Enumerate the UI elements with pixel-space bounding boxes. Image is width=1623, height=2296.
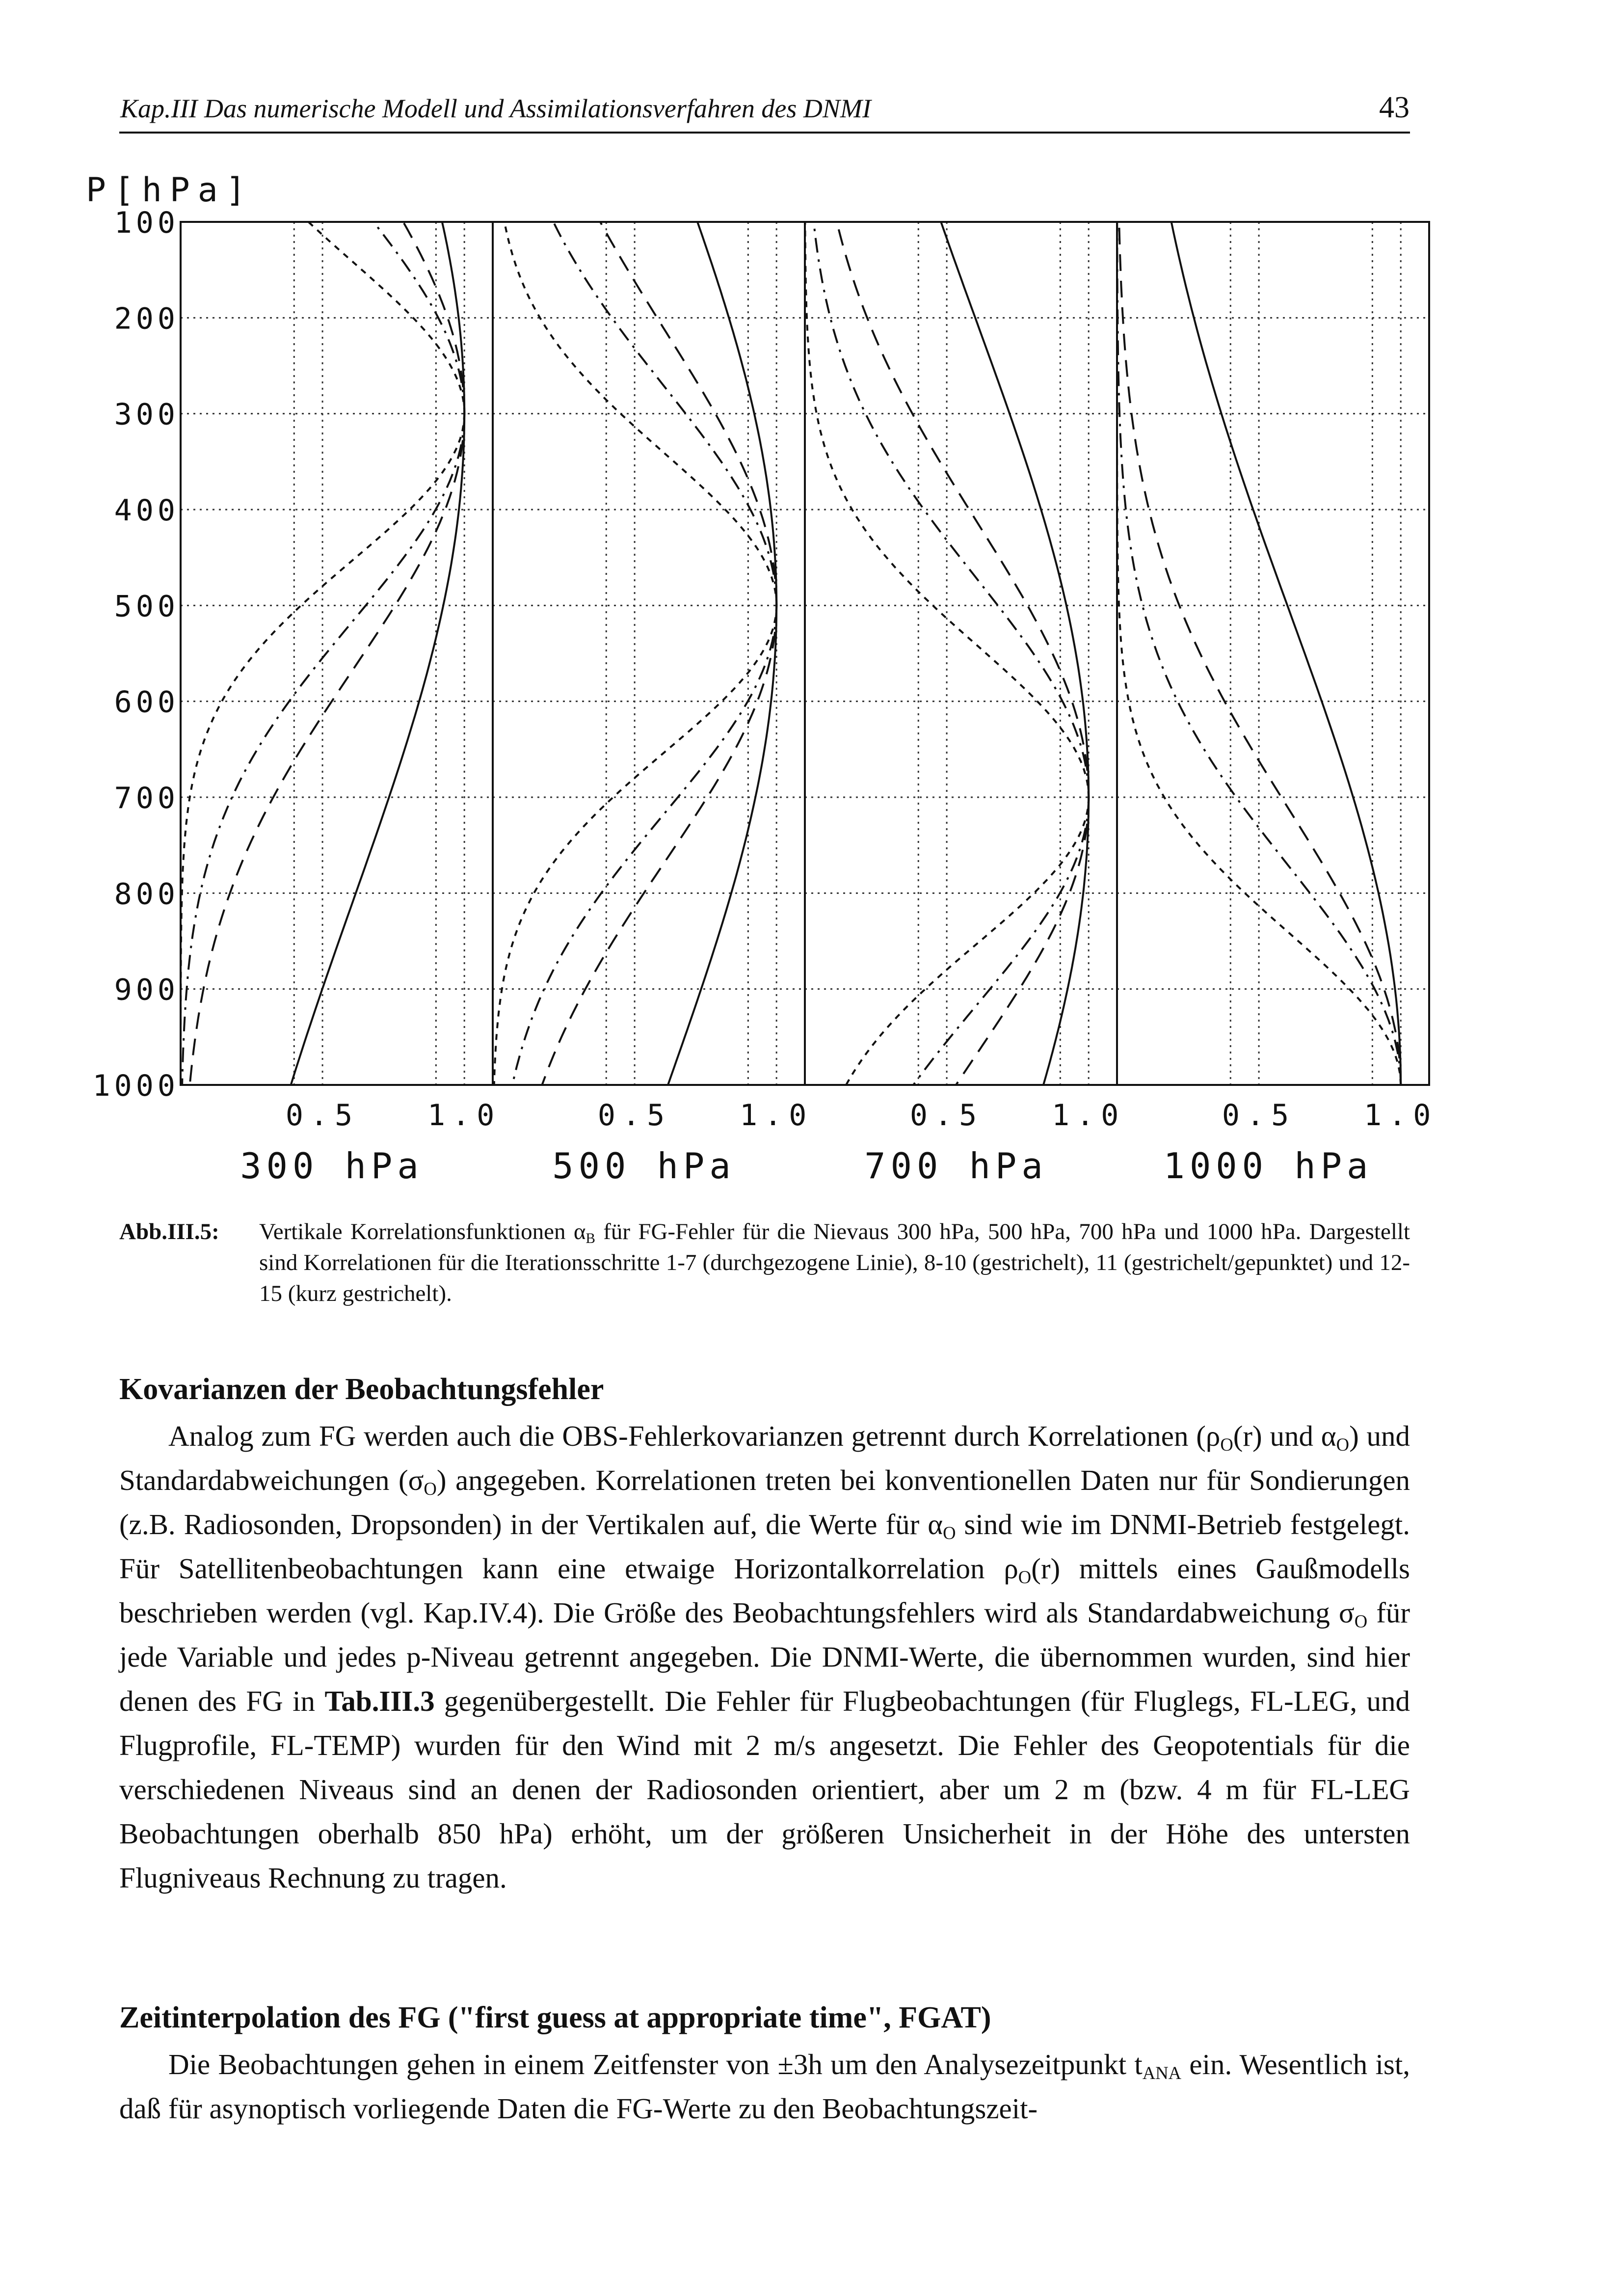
paragraph-fgat: Die Beobachtungen gehen in einem Zeitfenster von ±3h um den Analysezeitpunkt $t_{ANA}$ ein. Wesentlich ist, daß für asynoptisch vorliegende Daten die FG-Werte zu den Beobachtungszeit- — [119, 2048, 1410, 2125]
correlation-curve — [956, 797, 1089, 1085]
y-tick-label: 800 — [114, 877, 179, 912]
correlation-curve — [181, 414, 464, 1085]
table-reference: Tab.III.3 — [324, 1685, 435, 1717]
x-tick-label: 0.5 — [1222, 1098, 1296, 1133]
y-tick-label: 500 — [114, 589, 179, 624]
section-heading-obs-errors: Kovarianzen der Beobachtungsfehler — [119, 1373, 604, 1406]
figure-caption — [119, 1216, 1410, 1309]
page-number: 43 — [1379, 91, 1410, 124]
panel-frame — [181, 222, 493, 1085]
running-header-title: Kap.III Das numerische Modell und Assimilationsverfahren des DNMI — [120, 94, 871, 123]
panel — [493, 222, 813, 1187]
y-tick-label: 400 — [114, 493, 179, 528]
correlation-curve — [291, 414, 465, 1085]
correlation-curve — [542, 605, 777, 1085]
panel-frame — [1117, 222, 1429, 1085]
correlation-curve — [913, 797, 1089, 1085]
correlation-curve — [846, 797, 1089, 1085]
y-axis-label: P[hPa] — [86, 171, 254, 210]
y-tick-label: 200 — [114, 301, 179, 336]
panel-label: 700 hPa — [864, 1145, 1048, 1187]
y-tick-label: 700 — [114, 781, 179, 815]
y-tick-labels — [93, 206, 180, 1103]
correlation-curve — [494, 605, 776, 1085]
panel-frame — [493, 222, 805, 1085]
x-tick-label: 1.0 — [427, 1098, 502, 1133]
y-tick-label: 100 — [114, 206, 179, 240]
y-tick-label: 900 — [114, 972, 179, 1007]
caption-text: Vertikale Korrelationsfunktionen $\alpha_B$ für FG-Fehler für die Nievaus 300 hPa, 500 hPa, 700 hPa und 1000 hPa. Dargestellt sind Korrelationen für die Iterationsschritte 1-7 (durchgezogene Linie), 8-10 (gestrichelt), 11 (gestrichelt/gepunktet) und 12-15 (kurz gestrichelt). — [259, 1219, 1410, 1306]
chart-panels — [181, 222, 1437, 1187]
panel — [1117, 222, 1437, 1187]
x-tick-label: 0.5 — [909, 1098, 984, 1133]
correlation-curve — [190, 414, 465, 1085]
section-heading-fgat: Zeitinterpolation des FG ("first guess at appropriate time", FGAT) — [119, 2001, 991, 2034]
x-tick-label: 0.5 — [597, 1098, 672, 1133]
correlation-curve — [1171, 222, 1401, 1085]
panel-label: 500 hPa — [552, 1145, 736, 1187]
panel — [805, 222, 1125, 1187]
y-tick-label: 1000 — [92, 1069, 179, 1103]
x-tick-label: 1.0 — [1363, 1098, 1438, 1133]
correlation-curve — [837, 222, 1089, 797]
x-tick-label: 1.0 — [1051, 1098, 1126, 1133]
x-tick-label: 0.5 — [285, 1098, 360, 1133]
correlation-curve — [1119, 222, 1401, 1085]
correlation-curve — [512, 605, 776, 1085]
correlation-curve — [442, 222, 464, 414]
paragraph-obs-errors: Analog zum FG werden auch die OBS-Fehlerkovarianzen getrennt durch Korrelationen ($\rho_O(r)$ und $\alpha_O$) und Standardabweichungen $(\sigma_O)$ angegeben. Korrelationen treten bei konventionellen Daten nur für Sondierungen (z.B. Radiosonden, Dropsonden) in der Vertikalen auf, die Werte für $\alpha_O$ sind wie im DNMI-Betrieb festgelegt. Für Satellitenbeobachtungen kann eine etwaige Horizontalkorrelation $\rho_O(r)$ mittels eines Gaußmodells beschrieben werden (vgl. Kap.IV.4). Die Größe des Beobachtungsfehlers wird als Standardabweichung $\sigma_O$ für jede Variable und jedes p-Niveau getrennt angegeben. Die DNMI-Werte, die übernommen wurden, sind hier denen des FG in Tab.III.3 gegenübergestellt. Die Fehler für Flugbeobachtungen (für Fluglegs, FL-LEG, und Flugprofile, FL-TEMP) wurden für den Wind mit 2 m/s angesetzt. Die Fehler des Geopotentials für die verschiedenen Niveaus sind an denen der Radiosonden orientiert, aber um 2 m (bzw. 4 m für FL-LEG Beobachtungen oberhalb 850 hPa) erhöht, um der größeren Unsicherheit in der Höhe des untersten Flugniveaus Rechnung zu tragen. — [119, 1420, 1410, 1894]
panel-frame — [805, 222, 1117, 1085]
panel-label: 1000 hPa — [1163, 1145, 1373, 1187]
correlation-curve — [600, 222, 776, 605]
x-tick-label: 1.0 — [739, 1098, 814, 1133]
panel-label: 300 hPa — [240, 1145, 424, 1187]
caption-label: Abb.III.5: — [119, 1219, 219, 1244]
y-tick-label: 600 — [114, 685, 179, 720]
panel — [181, 222, 501, 1187]
y-tick-label: 300 — [114, 397, 179, 432]
